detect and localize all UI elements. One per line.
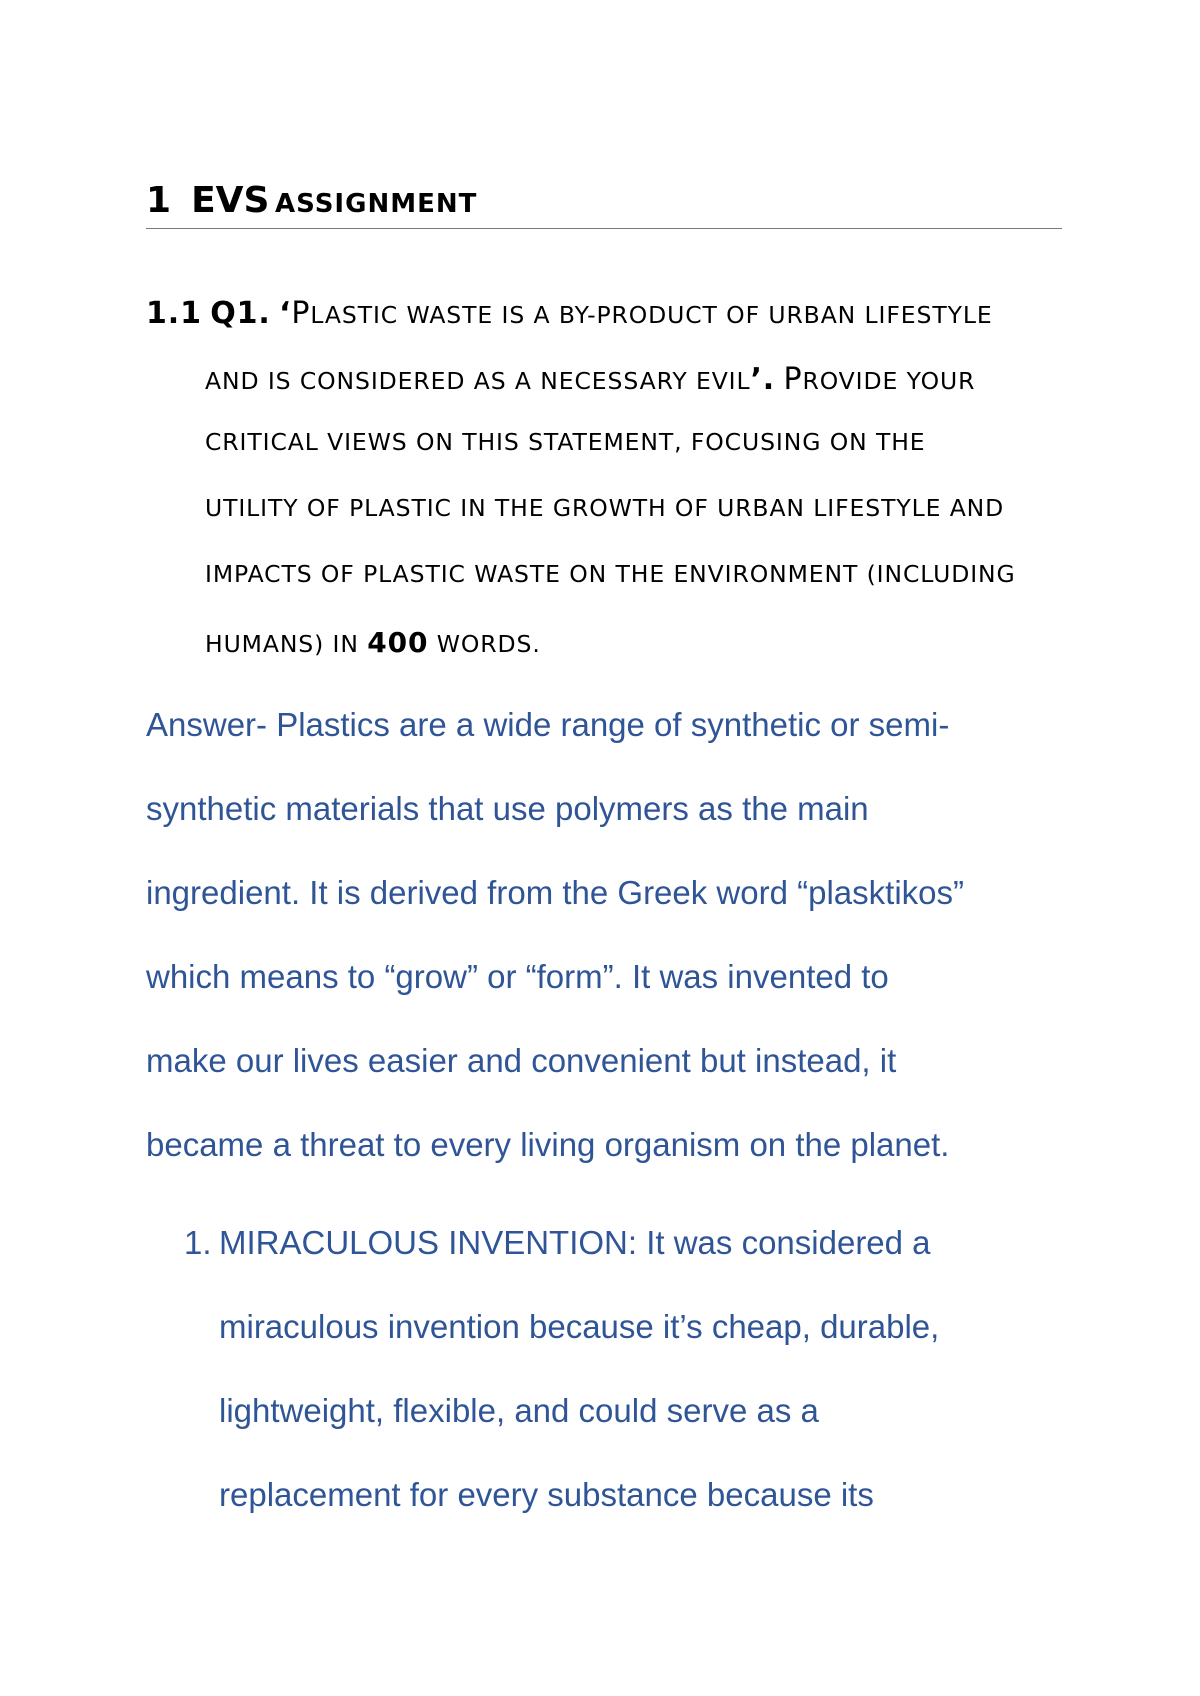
- section-title-smallcaps: ASSIGNMENT: [275, 189, 478, 219]
- question-line-text: LASTIC WASTE IS A BY-PRODUCT OF URBAN LIFESTYLE: [310, 301, 993, 329]
- answer-line-2: synthetic materials that use polymers as the main: [146, 790, 869, 827]
- list-item-line-2: miraculous invention because it’s cheap, durable,: [219, 1308, 940, 1345]
- question-label: Q1.: [210, 296, 271, 331]
- question-line-text: IMPACTS OF PLASTIC WASTE ON THE ENVIRONMENT (INCLUDING: [205, 560, 1016, 588]
- answer-line-6: became a threat to every living organism on the planet.: [146, 1126, 950, 1163]
- list-item-number: 1.: [184, 1224, 212, 1261]
- question-line-3: [205, 428, 926, 456]
- list-item-line-4: replacement for every substance because its: [219, 1476, 874, 1513]
- question-initial-cap: P: [783, 362, 803, 397]
- answer-line-5: make our lives easier and convenient but instead, it: [146, 1042, 897, 1079]
- question-initial-cap: P: [291, 296, 311, 331]
- question-line-4: [205, 494, 1004, 522]
- question-line-text: CRITICAL VIEWS ON THIS STATEMENT, FOCUSING ON THE: [205, 428, 926, 456]
- answer-line-4: which means to “grow” or “form”. It was invented to: [146, 958, 889, 995]
- section-title-main: EVS: [191, 180, 270, 221]
- close-quote: ’.: [750, 362, 776, 397]
- question-line-text: HUMANS) IN: [205, 630, 368, 658]
- answer-line-3: ingredient. It is derived from the Greek word “plasktikos”: [146, 874, 964, 911]
- question-number: 1.1: [146, 296, 202, 331]
- question-line-text: UTILITY OF PLASTIC IN THE GROWTH OF URBAN LIFESTYLE AND: [205, 494, 1005, 522]
- word-count: 400: [367, 626, 429, 659]
- question-line-1: [146, 296, 993, 331]
- open-quote: ‘: [279, 296, 292, 331]
- question-line-5: [205, 560, 1016, 588]
- list-item-line-3: lightweight, flexible, and could serve as a: [219, 1392, 819, 1429]
- section-number: 1: [146, 180, 172, 221]
- question-line-text: ROVIDE YOUR: [802, 367, 976, 395]
- question-line-6: [205, 626, 541, 659]
- question-line-2: [205, 362, 975, 397]
- section-heading: [146, 180, 1062, 229]
- question-line-text: WORDS.: [428, 630, 541, 658]
- answer-line-1: Answer- Plastics are a wide range of synthetic or semi-: [146, 706, 950, 743]
- list-item-line-1: MIRACULOUS INVENTION: It was considered a: [219, 1224, 931, 1261]
- question-line-text: AND IS CONSIDERED AS A NECESSARY EVIL: [205, 367, 751, 395]
